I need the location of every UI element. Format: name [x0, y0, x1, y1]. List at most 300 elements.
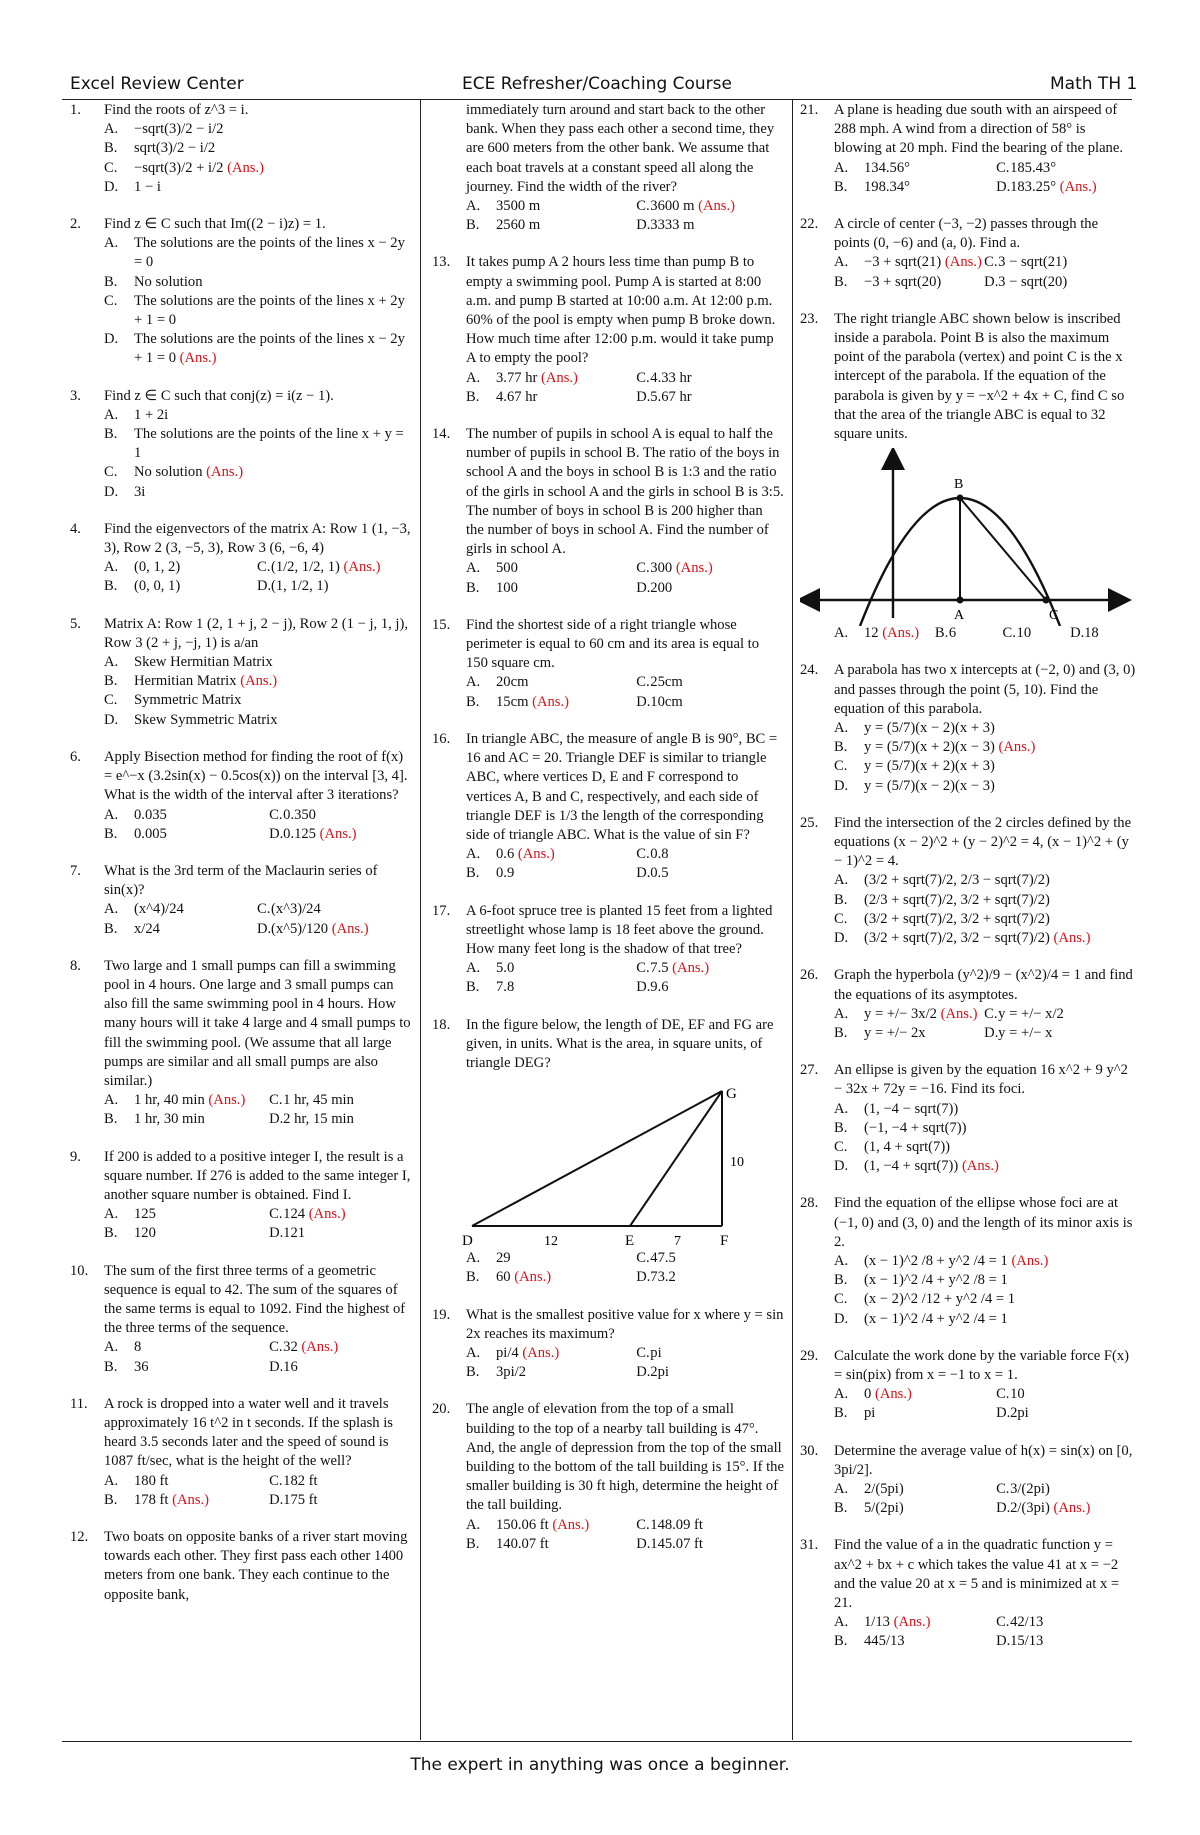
question-19 [432, 1306, 784, 1383]
option-text: 1 − i [134, 178, 161, 195]
question-number: 1. [70, 102, 81, 118]
answer-marker: (Ans.) [698, 198, 735, 215]
answer-marker: (Ans.) [172, 1491, 210, 1508]
option-row [104, 1491, 412, 1510]
option-text: 1 + 2i [134, 406, 169, 423]
option-letter: C. [104, 692, 118, 709]
option-letter: D. [834, 930, 849, 947]
option-letter: A. [466, 369, 481, 386]
option [466, 673, 636, 692]
question-11 [70, 1395, 412, 1510]
option-text: Skew Symmetric Matrix [134, 711, 278, 728]
option-letter: C. [269, 1472, 283, 1489]
option-letter: C. [256, 901, 271, 918]
answer-marker: (Ans.) [944, 254, 982, 271]
options [104, 653, 412, 730]
option-text: x/24 [134, 920, 160, 937]
option-letter: C. [636, 369, 650, 386]
option-letter: A. [466, 960, 481, 977]
option [104, 1091, 269, 1110]
option-letter: D. [636, 1269, 651, 1286]
option-text: 3500 m [496, 198, 541, 215]
option [834, 871, 1136, 890]
option-text: 185.43° [1010, 159, 1057, 176]
question-number: 25. [800, 814, 819, 831]
question-number: 3. [70, 387, 81, 404]
question-stem: A plane is heading due south with an airspeed of 288 mph. A wind from a direction of 58° is blowing at 20 mph. Find the bearing of the plane. [834, 102, 1123, 157]
option [834, 1290, 1136, 1309]
option-row [834, 178, 1136, 197]
question-number: 19. [432, 1306, 451, 1323]
option-text: 4.33 hr [650, 369, 692, 386]
question-stem: Find the eigenvectors of the matrix A: Row 1 (1, −3, 3), Row 2 (3, −5, 3), Row 3 (6, −6, 4) [104, 520, 411, 557]
option-letter: D. [636, 1535, 651, 1552]
option-text: −sqrt(3)/2 + i/2 [134, 159, 224, 176]
answer-marker: (Ans.) [874, 1386, 912, 1403]
option-letter: B. [466, 1364, 480, 1381]
option [269, 1472, 412, 1491]
option [466, 216, 636, 235]
option-text: (−1, −4 + sqrt(7)) [864, 1119, 967, 1136]
option-text: 3 − sqrt(21) [998, 254, 1068, 271]
option-letter: B. [104, 1358, 118, 1375]
answer-marker: (Ans.) [227, 159, 264, 176]
options [104, 406, 412, 502]
option-row [104, 825, 412, 844]
question-stem: Find z ∈ C such that conj(z) = i(z − 1). [104, 387, 334, 404]
option-text: 0.350 [283, 806, 316, 823]
question-number: 23. [800, 310, 819, 327]
option-letter: B. [834, 1405, 848, 1422]
option [466, 579, 636, 598]
option-text: Skew Hermitian Matrix [134, 654, 273, 671]
option-letter: B. [104, 1111, 118, 1128]
option-letter: C. [636, 560, 650, 577]
option-text: 175 ft [283, 1491, 318, 1508]
option [636, 1363, 784, 1382]
option-text: (3/2 + sqrt(7)/2, 3/2 + sqrt(7)/2) [864, 910, 1050, 927]
option [834, 1310, 1136, 1329]
option-letter: A. [104, 1206, 119, 1223]
question-12-continued [432, 101, 784, 235]
options [834, 1100, 1136, 1177]
option-letter: B. [104, 920, 118, 937]
option [269, 1091, 412, 1110]
question-number: 9. [70, 1148, 81, 1165]
question-30 [800, 1442, 1136, 1519]
option-letter: B. [104, 1491, 118, 1508]
length-de-label: 12 [544, 1234, 558, 1250]
question-stem: Determine the average value of h(x) = sin(x) on [0, 3pi/2]. [834, 1442, 1133, 1478]
option [104, 825, 269, 844]
answer-marker: (Ans.) [208, 1092, 246, 1109]
option-text: 3.77 hr [496, 369, 538, 386]
option-letter: B. [466, 579, 480, 596]
option-text: No solution [134, 464, 203, 481]
option-letter: C. [996, 159, 1010, 176]
column-2 [432, 101, 784, 1572]
option-text: 198.34° [864, 178, 910, 195]
option-letter: A. [834, 1386, 849, 1403]
question-14 [432, 425, 784, 598]
option-letter: A. [834, 625, 849, 642]
option-letter: B. [104, 140, 118, 157]
option-letter: D. [104, 331, 119, 348]
option [104, 653, 412, 672]
answer-marker: (Ans.) [940, 1005, 978, 1022]
option-letter: C. [996, 1614, 1010, 1631]
option [984, 273, 1136, 292]
option-text: 0.8 [650, 846, 669, 863]
option [834, 159, 996, 178]
option [104, 1472, 269, 1491]
option-row [104, 1110, 412, 1129]
options [834, 719, 1136, 796]
option [834, 891, 1136, 910]
option-letter: A. [104, 1339, 119, 1356]
answer-marker: (Ans.) [541, 369, 578, 386]
length-ef-label: 7 [674, 1234, 681, 1250]
option-letter: C. [256, 559, 271, 576]
option-letter: A. [104, 901, 119, 918]
option [466, 1249, 636, 1268]
option-letter: B. [466, 388, 480, 405]
answer-marker: (Ans.) [343, 559, 381, 576]
option-row [104, 1472, 412, 1491]
option-row [834, 159, 1136, 178]
option-row [466, 559, 784, 578]
option-letter: A. [834, 1100, 849, 1117]
option-letter: B. [466, 693, 480, 710]
question-number: 29. [800, 1347, 819, 1364]
question-8 [70, 957, 412, 1130]
point-c-label: C [1049, 608, 1059, 624]
answer-marker: (Ans.) [1053, 930, 1091, 947]
option-text: y = +/− x/2 [998, 1005, 1064, 1022]
option-letter: D. [256, 578, 272, 595]
option-letter: D. [636, 865, 651, 882]
option-letter: B. [834, 891, 848, 908]
option [834, 1252, 1136, 1271]
option-letter: B. [104, 426, 118, 443]
option [636, 978, 784, 997]
question-stem: An ellipse is given by the equation 16 x^2 + 9 y^2 − 32x + 72y = −16. Find its foci. [834, 1062, 1128, 1098]
option [834, 738, 1136, 757]
option [104, 1205, 269, 1224]
column-divider-1 [420, 100, 421, 1740]
option [104, 691, 412, 710]
option [834, 624, 935, 643]
option-letter: D. [996, 1500, 1011, 1517]
option-letter: D. [996, 178, 1011, 195]
footer-quote: The expert in anything was once a beginner. [410, 1755, 790, 1775]
option-text: 2560 m [496, 217, 541, 234]
option-text: 25cm [650, 674, 683, 691]
question-number: 14. [432, 426, 451, 443]
option-row [466, 1268, 784, 1287]
answer-marker: (Ans.) [532, 693, 569, 710]
option-text: 29 [496, 1250, 511, 1267]
option [834, 1024, 984, 1043]
option [636, 864, 784, 883]
answer-marker: (Ans.) [552, 1516, 590, 1533]
answer-marker: (Ans.) [998, 739, 1036, 756]
question-stem: A 6-foot spruce tree is planted 15 feet from a lighted streetlight whose lamp is 18 feet above the ground. How many feet long is the shadow of that tree? [466, 902, 773, 957]
option-text: −sqrt(3)/2 − i/2 [134, 121, 224, 138]
question-25 [800, 814, 1136, 948]
option-letter: B. [104, 273, 118, 290]
option-letter: A. [466, 846, 481, 863]
option [834, 1632, 996, 1651]
option-text: 148.09 ft [650, 1516, 703, 1533]
question-stem: Find the value of a in the quadratic function y = ax^2 + bx + c which takes the value 41 at x = −2 and the value 20 at x = 5 and is minimized at x = 21. [834, 1537, 1120, 1611]
question-20 [432, 1400, 784, 1554]
option [996, 1632, 1136, 1651]
option [466, 369, 636, 388]
option-text: 180 ft [134, 1472, 169, 1489]
option-text: (0, 1, 2) [134, 559, 181, 576]
option-text: (x^5)/120 [270, 920, 329, 937]
option-text: 145.07 ft [650, 1535, 703, 1552]
answer-marker: (Ans.) [1053, 1500, 1091, 1517]
option-letter: C. [104, 292, 118, 309]
question-10 [70, 1262, 412, 1377]
option-text: 3 − sqrt(20) [998, 273, 1068, 290]
option [636, 1344, 784, 1363]
option [834, 273, 984, 292]
answer-marker: (Ans.) [319, 825, 357, 842]
footer-rule [62, 1741, 1132, 1742]
question-6 [70, 748, 412, 844]
option-text: y = +/− x [998, 1024, 1053, 1041]
option-text: No solution [134, 273, 203, 290]
option [636, 579, 784, 598]
option-text: sqrt(3)/2 − i/2 [134, 140, 216, 157]
option-letter: D. [1070, 625, 1085, 642]
question-number: 17. [432, 902, 451, 919]
option-letter: A. [834, 254, 849, 271]
option-letter: D. [996, 1405, 1011, 1422]
option [466, 388, 636, 407]
option-letter: C. [834, 758, 848, 775]
option-text: 15cm [496, 693, 529, 710]
option-text: 36 [134, 1358, 149, 1375]
option [636, 693, 784, 712]
option-row [466, 673, 784, 692]
answer-marker: (Ans.) [308, 1206, 346, 1223]
option-text: (x − 1)^2 /4 + y^2 /4 = 1 [864, 1310, 1008, 1327]
option [636, 673, 784, 692]
figure-parabola-triangle [800, 448, 1136, 626]
option-row [104, 1224, 412, 1243]
option-text: y = +/− 2x [864, 1024, 926, 1041]
options [834, 871, 1136, 948]
option [834, 178, 996, 197]
option-letter: C. [636, 1344, 650, 1361]
option-letter: B. [834, 1024, 848, 1041]
option-text: 0 [864, 1386, 872, 1403]
option-letter: A. [104, 406, 119, 423]
question-number: 7. [70, 862, 81, 879]
option-text: 20cm [496, 674, 529, 691]
question-stem: Apply Bisection method for finding the root of f(x) = e^−x (3.2sin(x) − 0.5cos(x)) on the interval [3, 4]. What is the width of the interval after 3 iterations? [104, 748, 408, 804]
option-letter: D. [269, 1358, 284, 1375]
option-row [466, 1363, 784, 1382]
option-letter: D. [269, 1111, 284, 1128]
option-letter: A. [466, 1250, 481, 1267]
option-text: −3 + sqrt(21) [864, 254, 942, 271]
option-text: 9.6 [650, 979, 669, 996]
header-right: Math TH 1 [1050, 74, 1138, 94]
option [104, 406, 412, 425]
option-letter: A. [834, 1614, 849, 1631]
option-text: (1/2, 1/2, 1) [270, 559, 340, 576]
option [104, 178, 412, 197]
options [834, 1252, 1136, 1329]
option-letter: C. [636, 960, 650, 977]
option [466, 1363, 636, 1382]
option-row [466, 369, 784, 388]
option [104, 292, 412, 330]
option [269, 1491, 412, 1510]
header-left: Excel Review Center [70, 74, 244, 94]
option-letter: D. [636, 979, 651, 996]
option-row [104, 1338, 412, 1357]
option [104, 920, 257, 939]
option-text: (x − 2)^2 /12 + y^2 /4 = 1 [864, 1291, 1016, 1308]
question-stem: Two large and 1 small pumps can fill a swimming pool in 4 hours. One large and 3 small pumps can also fill the same swimming pool in 4 hours. How many hours will it take 4 large and 4 small pumps to fill the swimming pool. (We assume that all large pumps are similar and all small pumps are also similar.) [104, 957, 411, 1089]
option [269, 1224, 412, 1243]
option-row [104, 577, 412, 596]
question-26 [800, 966, 1136, 1043]
question-22 [800, 215, 1136, 292]
option-row [834, 1632, 1136, 1651]
option [104, 672, 412, 691]
option [636, 1268, 784, 1287]
option-text: 500 [496, 560, 518, 577]
question-number: 8. [70, 957, 81, 974]
option [834, 719, 1136, 738]
option-text: (1, 4 + sqrt(7)) [864, 1138, 951, 1155]
question-stem: Graph the hyperbola (y^2)/9 − (x^2)/4 = 1 and find the equations of its asymptotes. [834, 967, 1133, 1003]
option [834, 1157, 1136, 1176]
question-24 [800, 661, 1136, 795]
option-letter: B. [466, 1269, 480, 1286]
option-text: 7.5 [650, 960, 669, 977]
column-3 [800, 101, 1136, 1670]
option-letter: D. [636, 388, 651, 405]
question-stem: A parabola has two x intercepts at (−2, 0) and (3, 0) and passes through the point (5, 10). Find the equation of this parabola. [834, 662, 1136, 717]
option-text: 3i [134, 483, 146, 500]
question-number: 16. [432, 730, 451, 747]
question-number: 20. [432, 1401, 451, 1418]
option-letter: D. [834, 1310, 849, 1327]
option-text: 0.035 [134, 806, 167, 823]
question-stem: A circle of center (−3, −2) passes through the points (0, −6) and (a, 0). Find a. [834, 216, 1099, 252]
option [636, 369, 784, 388]
option-row [104, 1091, 412, 1110]
option [636, 197, 784, 216]
option-text: 140.07 ft [496, 1535, 549, 1552]
option-letter: C. [104, 464, 118, 481]
option [104, 1338, 269, 1357]
option-letter: A. [834, 159, 849, 176]
option-row [104, 1205, 412, 1224]
answer-marker: (Ans.) [1059, 178, 1097, 195]
option-text: 124 [283, 1206, 306, 1223]
option-row [834, 1005, 1136, 1024]
option [104, 900, 257, 919]
option-text: 0.6 [496, 846, 515, 863]
option-row [104, 900, 412, 919]
question-3 [70, 387, 412, 502]
option [834, 1385, 996, 1404]
answer-marker: (Ans.) [522, 1344, 560, 1361]
answer-marker: (Ans.) [672, 960, 710, 977]
length-fg-label: 10 [730, 1155, 744, 1171]
option-text: 10 [1010, 1386, 1025, 1403]
option [636, 1249, 784, 1268]
option [104, 159, 412, 178]
option-letter: D. [256, 920, 272, 937]
answer-marker: (Ans.) [514, 1269, 552, 1286]
header-center: ECE Refresher/Coaching Course [462, 74, 732, 94]
option-letter: C. [269, 1092, 283, 1109]
option-letter: D. [636, 693, 651, 710]
vertex-f-label: F [720, 1233, 729, 1250]
question-stem: Find the roots of z^3 = i. [104, 102, 249, 118]
question-stem: What is the 3rd term of the Maclaurin series of sin(x)? [104, 862, 378, 899]
option-letter: C. [834, 1291, 848, 1308]
option-text: 18 [1084, 625, 1099, 642]
option [636, 1516, 784, 1535]
option-letter: C. [996, 1386, 1010, 1403]
option-letter: C. [636, 674, 650, 691]
option-letter: A. [834, 1480, 849, 1497]
option-letter: D. [834, 1158, 849, 1175]
option-text: 47.5 [650, 1250, 676, 1267]
option-row [834, 273, 1136, 292]
option-text: 120 [134, 1225, 156, 1242]
option-letter: B. [104, 1225, 118, 1242]
option-letter: D. [984, 273, 999, 290]
question-5 [70, 615, 412, 730]
question-16 [432, 730, 784, 884]
option-text: pi/4 [496, 1344, 519, 1361]
question-stem: Two boats on opposite banks of a river start moving towards each other. They first pass each other 1400 meters from one bank. They each continue to the opposite bank, [104, 1529, 408, 1603]
option-letter: B. [834, 1272, 848, 1289]
option [996, 159, 1136, 178]
option-text: 10cm [650, 693, 683, 710]
option-text: The solutions are the points of the lines x − 2y = 0 [134, 235, 405, 271]
option-text: 2pi [650, 1364, 669, 1381]
option-letter: B. [466, 217, 480, 234]
question-stem: The number of pupils in school A is equal to half the number of pupils in school B. The ratio of the boys in school A and the boys in school B is 1:3 and the ratio of the girls in school A and the girls in school B is 3:5. The number of boys in school B is 200 higher than the number of boys in school A. Find the number of girls in school A. [466, 426, 784, 558]
answer-marker: (Ans.) [301, 1339, 339, 1356]
option [636, 845, 784, 864]
option-letter: A. [466, 674, 481, 691]
option-letter: D. [104, 178, 119, 195]
question-number: 12. [70, 1529, 89, 1545]
option [636, 216, 784, 235]
option [104, 1110, 269, 1129]
question-stem: If 200 is added to a positive integer I, the result is a square number. If 276 is added to the same integer I, another square number is obtained. Find I. [104, 1148, 411, 1203]
question-18 [432, 1016, 784, 1288]
option-text: (1, −4 + sqrt(7)) [864, 1158, 959, 1175]
option-letter: B. [834, 1500, 848, 1517]
option-text: 125 [134, 1206, 156, 1223]
question-stem: A rock is dropped into a water well and it travels approximately 16 t^2 in t seconds. If the splash is heard 3.5 seconds later and the speed of sound is 1087 ft/sec, what is the height of the well? [104, 1395, 393, 1470]
